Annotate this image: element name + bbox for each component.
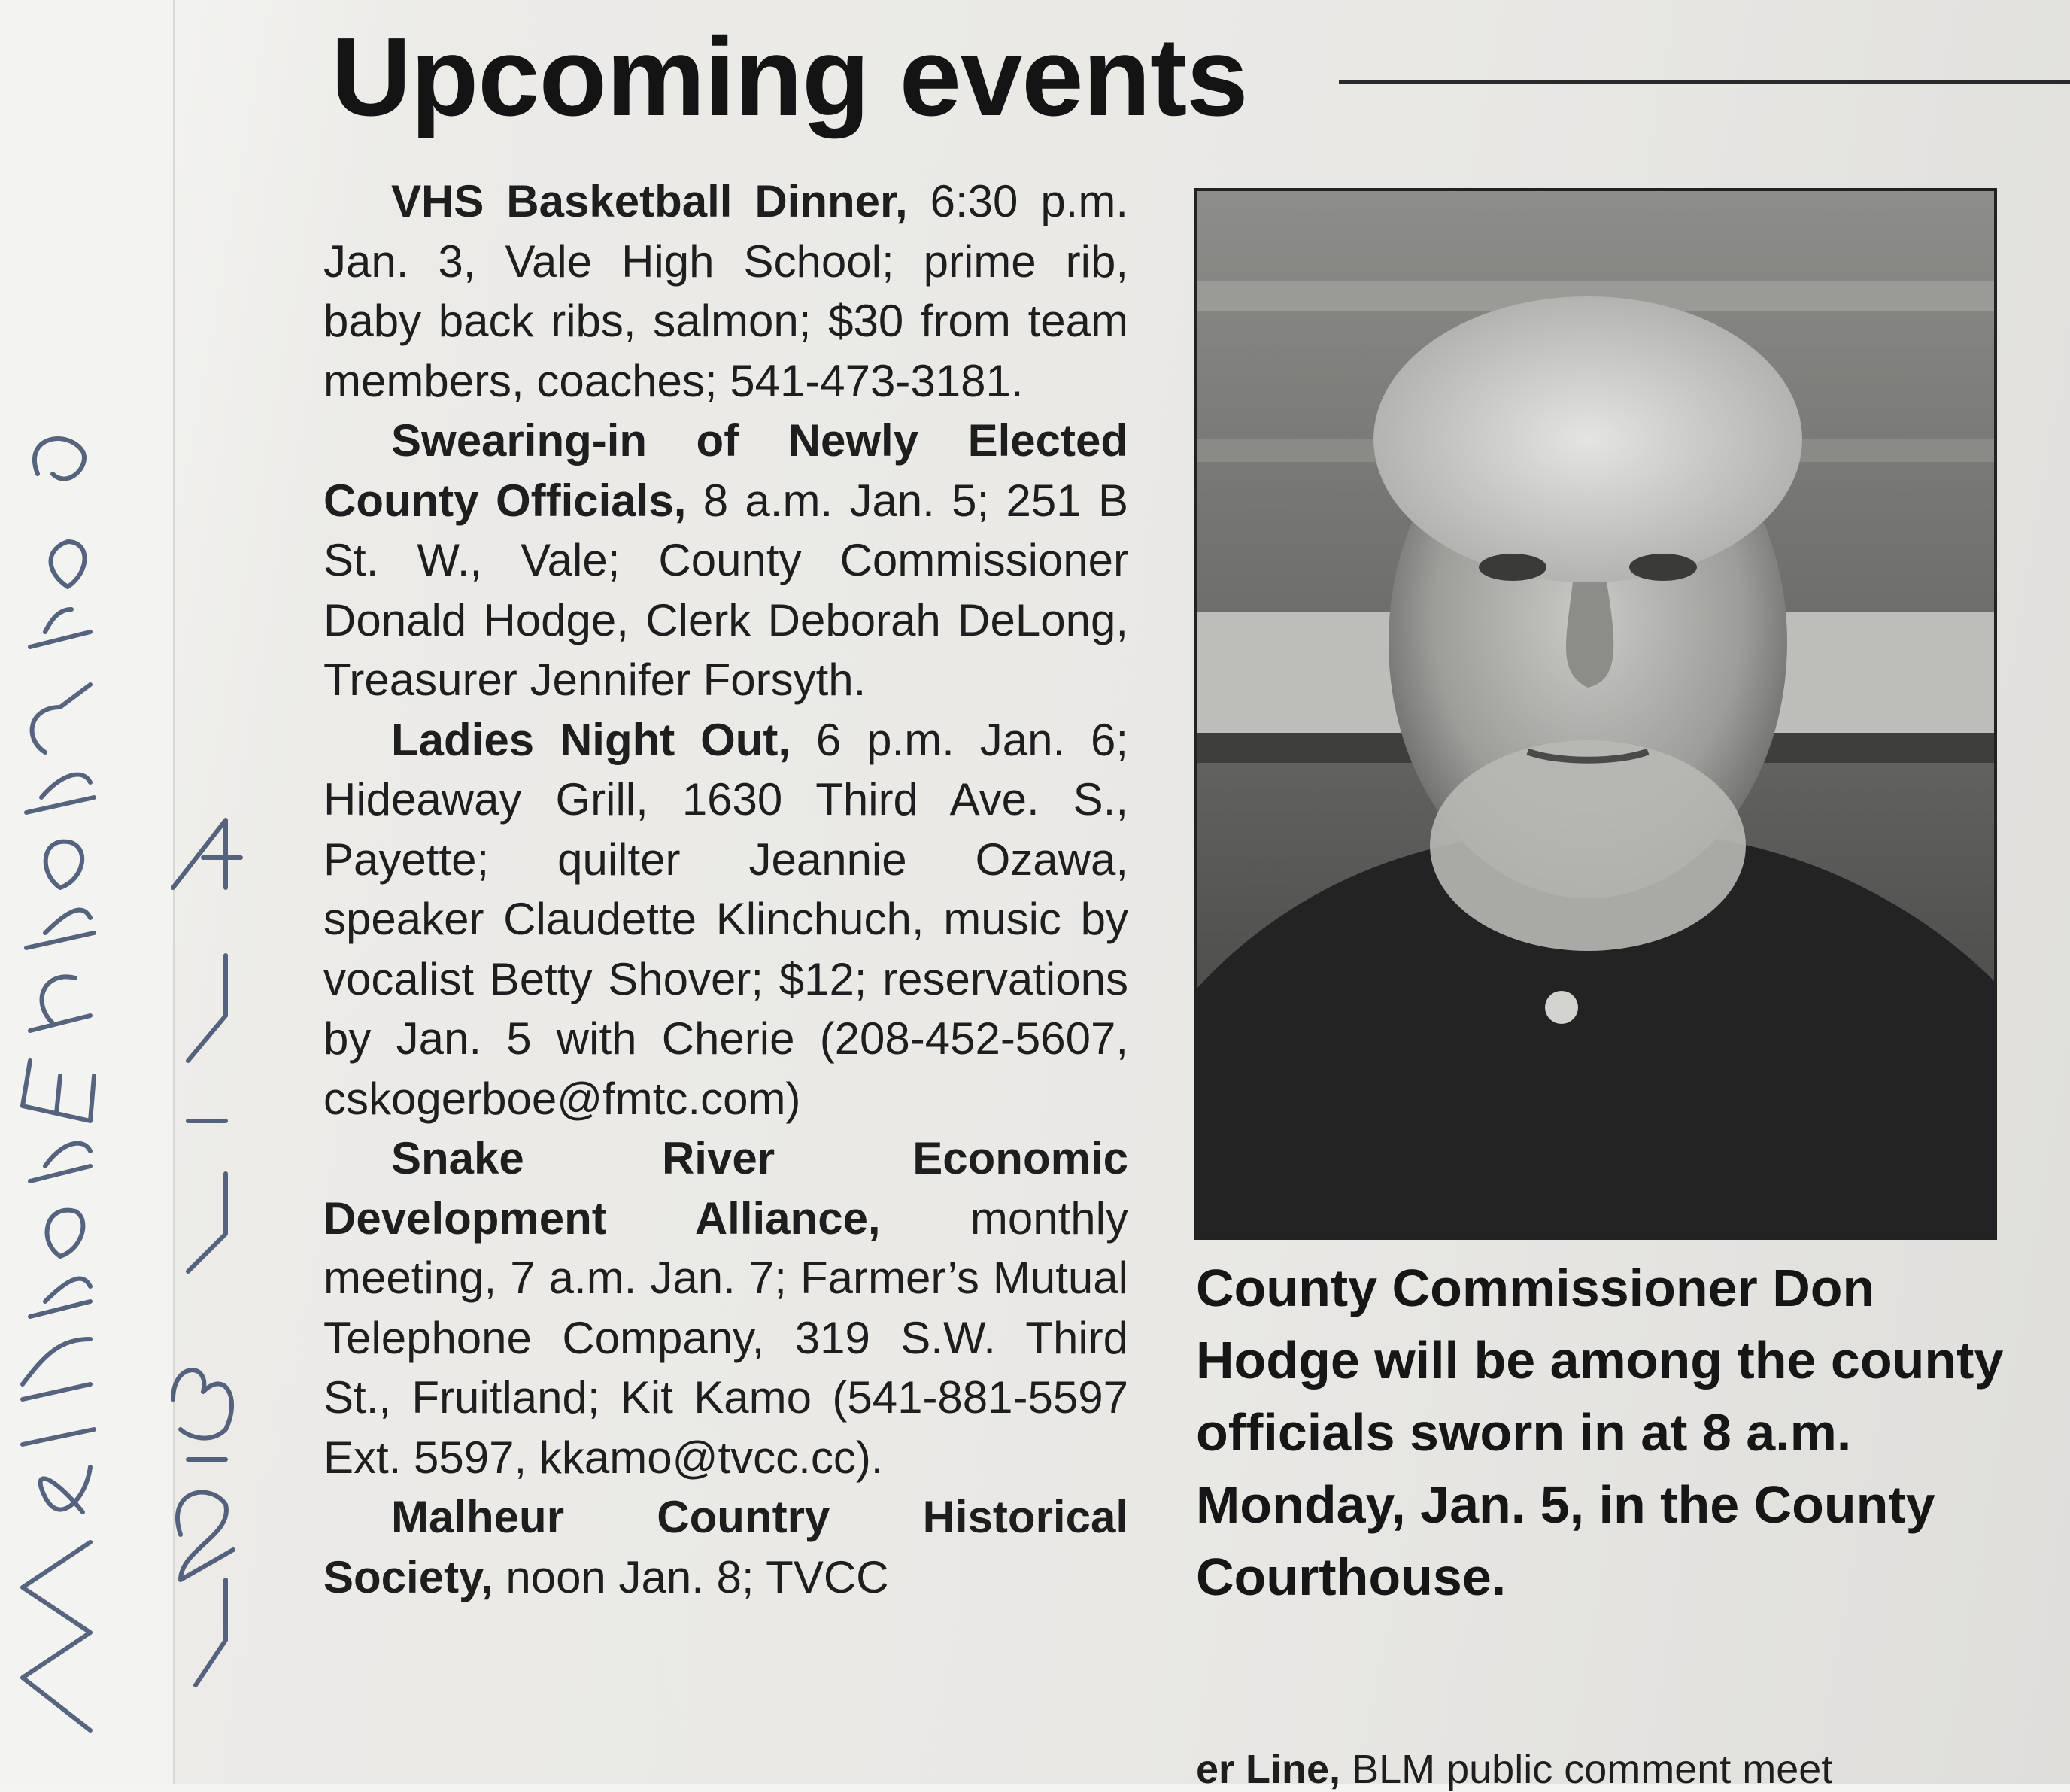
event-item: [323, 172, 1128, 411]
event-details: 8 a.m. Jan. 5; 251 B St. W., Vale; County Commissioner Donald Hodge, Clerk Deborah DeLong, Treasurer Jennifer Forsyth.: [323, 475, 1129, 705]
event-name: er Line,: [1196, 1747, 1341, 1792]
event-name: Swearing-in of Newly Elected County Officials,: [323, 415, 1128, 526]
portrait-illustration: [1197, 191, 1994, 1237]
event-details: 6 p.m. Jan. 6; Hideaway Grill, 1630 Third Ave. S., Payette; quilter Jeannie Ozawa, speaker Claudette Klinchuch, music by vocalist Betty Shover; $12; reservations by Jan. 5 with Cherie (208-452-5607, cskogerboe@fmtc.com): [323, 714, 1129, 1124]
truncated-next-item: [1196, 1747, 1832, 1792]
event-name: Malheur Country Historical Society,: [323, 1492, 1128, 1602]
commissioner-photo: [1194, 188, 1997, 1240]
event-details: noon Jan. 8; TVCC: [493, 1551, 889, 1602]
handwritten-annotation: [0, 361, 301, 1784]
event-name: Ladies Night Out,: [391, 714, 791, 765]
event-details: 6:30 p.m. Jan. 3, Vale High School; prime rib, baby back ribs, salmon; $30 from team members, coaches; 541-473-3181.: [323, 176, 1129, 406]
event-name: Snake River Economic Development Alliance,: [323, 1133, 1128, 1244]
event-item: [323, 710, 1128, 1129]
event-details: BLM public comment meet: [1340, 1747, 1833, 1792]
handwriting-strokes: [0, 361, 301, 1784]
page-title: Upcoming events: [331, 15, 1248, 139]
events-column: [323, 172, 1128, 1607]
event-item: [323, 1487, 1128, 1607]
event-name: VHS Basketball Dinner,: [391, 176, 908, 226]
event-item: [323, 1128, 1128, 1487]
photo-caption: County Commissioner Don Hodge will be among the county officials sworn in at 8 a.m. Monday, Jan. 5, in the County Courthouse.: [1196, 1259, 2004, 1606]
event-item: [323, 411, 1128, 710]
headline-rule: [1339, 80, 2070, 84]
event-details: monthly meeting, 7 a.m. Jan. 7; Farmer’s Mutual Telephone Company, 319 S.W. Third St., Fruitland; Kit Kamo (541-881-5597 Ext. 5597, kkamo@tvcc.cc).: [323, 1192, 1128, 1483]
